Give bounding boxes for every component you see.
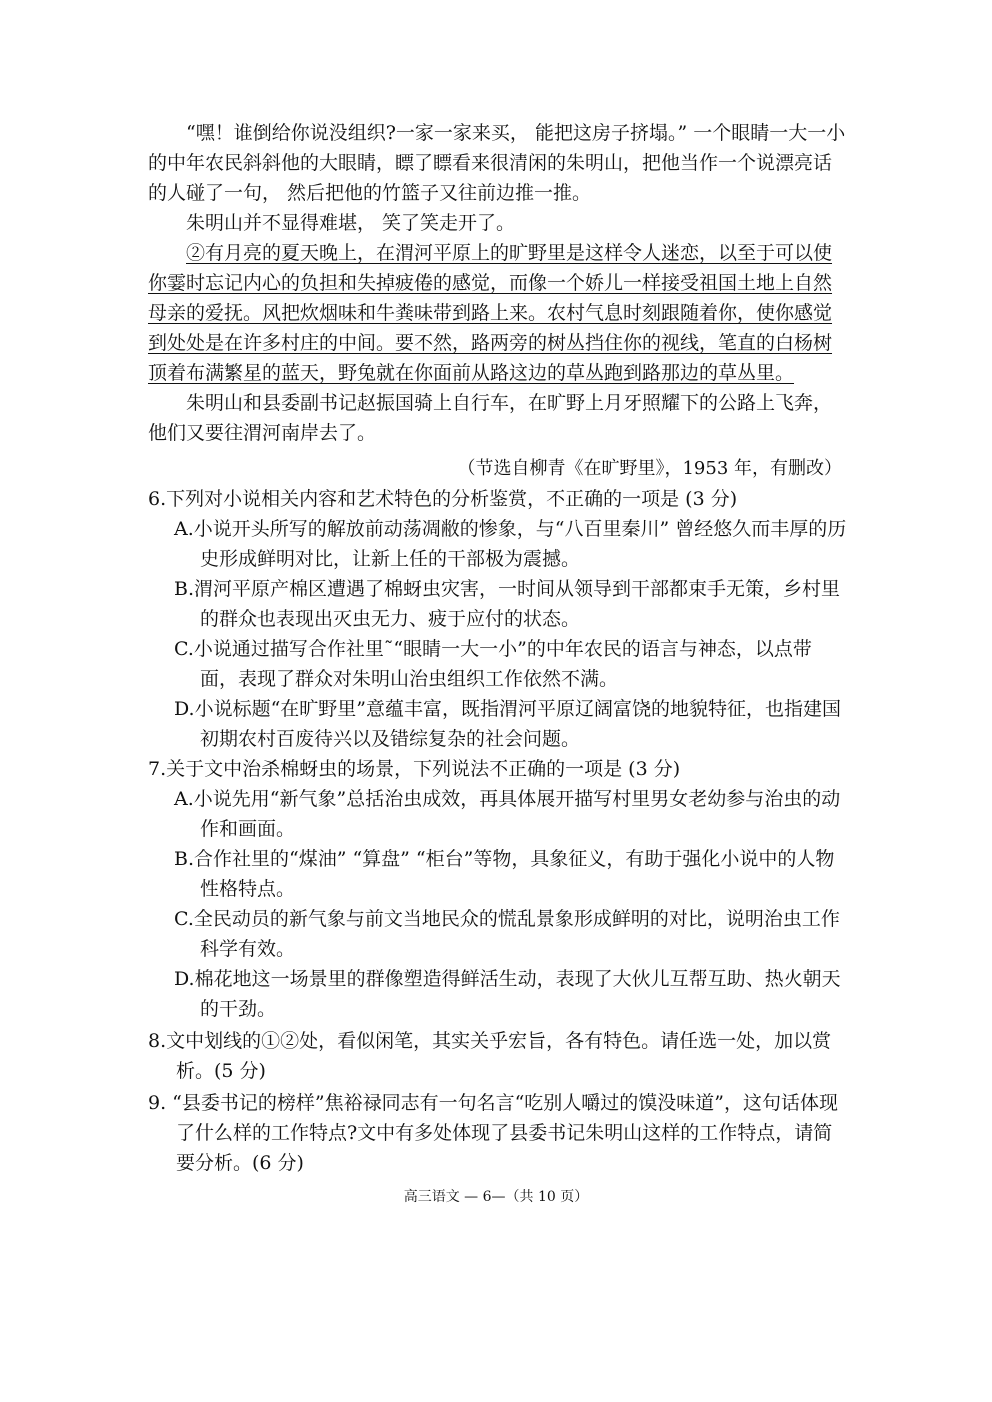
question-9: 9. “县委书记的榜样”焦裕禄同志有一句名言“吃别人嚼过的馍没味道”，这句话体现了什么样的工作特点?文中有多处体现了县委书记朱明山这样的工作特点，请简要分析。(6 分) [148, 1092, 839, 1174]
underlined-text: ②有月亮的夏天晚上，在渭河平原上的旷野里是这样令人迷恋，以至于可以使你霎时忘记内心的负担和失掉疲倦的感觉，而像一个娇儿一样接受祖国土地上自然母亲的爱抚。风把炊烟味和牛粪味带到路上来。农村气息时刻跟随着你，使你感觉到处处是在许多村庄的中间。要不然，路两旁的树丛挡住你的视线，笔直的白杨树顶着布满繁星的蓝天，野兔就在你面前从路这边的草丛跑到路那边的草丛里。 [148, 242, 833, 384]
passage-paragraph-1: “嘿！谁倒给你说没组织?一家一家来买， 能把这房子挤塌。” 一个眼睛一大一小的中年农民斜斜他的大眼睛，瞟了瞟看来很清闲的朱明山，把他当作一个说漂亮话的人碰了一句， 然后把他的竹篮子又往前边推一推。 [148, 122, 846, 204]
exam-page [148, 118, 848, 1178]
question-7-option-c: C.全民动员的新气象与前文当地民众的慌乱景象形成鲜明的对比，说明治虫工作科学有效。 [174, 908, 840, 960]
passage-paragraph-2: 朱明山并不显得难堪， 笑了笑走开了。 [186, 212, 516, 234]
question-6-option-a: A.小说开头所写的解放前动荡凋敝的惨象，与“八百里秦川” 曾经悠久而丰厚的历史形成鲜明对比，让新上任的干部极为震撼。 [174, 518, 847, 570]
passage-source: （节选自柳青《在旷野里》，1953 年，有删改） [457, 458, 842, 479]
page-footer: 高三语文 — 6—（共 10 页） [403, 1189, 589, 1205]
question-8: 8.文中划线的①②处，看似闲笔，其实关乎宏旨，各有特色。请任选一处，加以赏析。(5 分) [148, 1030, 832, 1082]
question-7-stem: 7.关于文中治杀棉蚜虫的场景，下列说法不正确的一项是 (3 分) [148, 758, 681, 780]
passage-paragraph-4: 朱明山和县委副书记赵振国骑上自行车，在旷野上月牙照耀下的公路上飞奔，他们又要往渭河南岸去了。 [148, 392, 833, 444]
question-6-option-b: B.渭河平原产棉区遭遇了棉蚜虫灾害，一时间从领导到干部都束手无策，乡村里的群众也表现出灭虫无力、疲于应付的状态。 [174, 578, 841, 630]
question-6-option-c: C.小说通过描写合作社里˜“眼睛一大一小”的中年农民的语言与神态，以点带面，表现了群众对朱明山治虫组织工作依然不满。 [174, 638, 812, 690]
question-7-option-d: D.棉花地这一场景里的群像塑造得鲜活生动，表现了大伙儿互帮互助、热火朝天的干劲。 [174, 968, 841, 1020]
question-7-option-a: A.小说先用“新气象”总括治虫成效，再具体展开描写村里男女老幼参与治虫的动作和画面。 [174, 788, 841, 840]
question-6-option-d: D.小说标题“在旷野里”意蕴丰富，既指渭河平原辽阔富饶的地貌特征，也指建国初期农村百废待兴以及错综复杂的社会问题。 [174, 698, 842, 750]
passage-underlined-paragraph [148, 238, 848, 388]
question-7-option-b: B.合作社里的“煤油” “算盘” “柜台”等物，具象征义，有助于强化小说中的人物性格特点。 [174, 848, 835, 900]
question-6-stem: 6.下列对小说相关内容和艺术特色的分析鉴赏，不正确的一项是 (3 分) [148, 488, 738, 510]
